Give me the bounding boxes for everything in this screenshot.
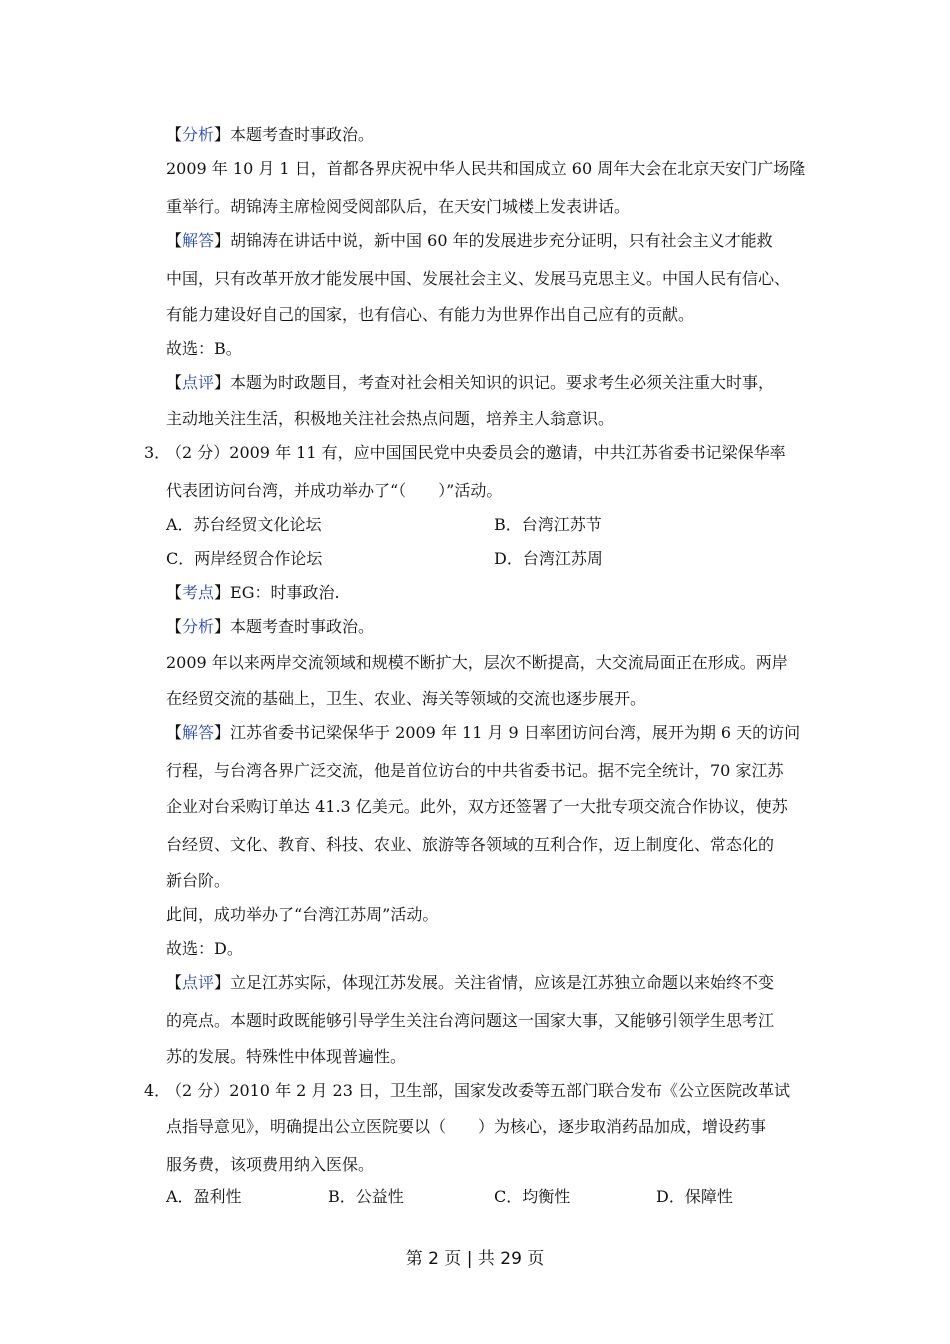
q3-comment-line: 【点评】立足江苏实际，体现江苏发展。关注省情，应该是江苏独立命题以来始终不变 xyxy=(166,973,775,992)
q2-comment-line: 【点评】本题为时政题目，考查对社会相关知识的识记。要求考生必须关注重大时事， xyxy=(166,373,775,392)
q3-option-c: C．两岸经贸合作论坛 xyxy=(166,549,323,568)
q3-comment-text: 的亮点。本题时政既能够引导学生关注台湾问题这一国家大事，又能够引领学生思考江 xyxy=(166,1011,775,1030)
q3-option-b: B．台湾江苏节 xyxy=(494,515,602,534)
q3-answer-text: 台经贸、文化、教育、科技、农业、旅游等各领域的互利合作，迈上制度化、常态化的 xyxy=(166,835,775,854)
q3-option-a: A．苏台经贸文化论坛 xyxy=(166,515,322,534)
q3-answer-text: 新台阶。 xyxy=(166,871,231,890)
q3-answer-text: 行程，与台湾各界广泛交流，他是首位访台的中共省委书记。据不完全统计，70 家江苏 xyxy=(166,761,784,780)
q3-answer-text: 此间，成功举办了“台湾江苏周”活动。 xyxy=(166,905,439,924)
q4-stem: 服务费，该项费用纳入医保。 xyxy=(166,1155,375,1174)
analysis-tag: 分析 xyxy=(182,125,215,144)
q3-point-line: 【考点】EG：时事政治. xyxy=(166,583,340,602)
q4-stem: （2 分）2010 年 2 月 23 日，卫生部，国家发改委等五部门联合发布《公立医院改革试 xyxy=(166,1081,790,1100)
q4-option-d: D．保障性 xyxy=(656,1187,733,1206)
q4-option-c: C．均衡性 xyxy=(494,1187,571,1206)
q2-analysis-text: 重举行。胡锦涛主席检阅受阅部队后，在天安门城楼上发表讲话。 xyxy=(166,197,631,216)
q3-analysis-text: 在经贸交流的基础上，卫生、农业、海关等领域的交流也逐步展开。 xyxy=(166,689,647,708)
q3-comment-text: 苏的发展。特殊性中体现普遍性。 xyxy=(166,1047,407,1066)
q4-option-b: B．公益性 xyxy=(328,1187,404,1206)
q2-choice: 故选：B。 xyxy=(166,339,242,358)
q3-choice: 故选：D。 xyxy=(166,939,243,958)
analysis-tag: 分析 xyxy=(182,617,215,636)
q3-stem: （2 分）2009 年 11 有，应中国国民党中央委员会的邀请，中共江苏省委书记梁保华率 xyxy=(166,443,786,462)
q4-number: 4． xyxy=(144,1081,171,1100)
q2-comment-text: 主动地关注生活，积极地关注社会热点问题，培养主人翁意识。 xyxy=(166,409,615,428)
q3-stem: 代表团访问台湾，并成功举办了“（ ）”活动。 xyxy=(166,481,503,500)
q3-answer-text: 企业对台采购订单达 41.3 亿美元。此外，双方还签署了一大批专项交流合作协议，使苏 xyxy=(166,797,788,816)
page-footer: 第 2 页 | 共 29 页 xyxy=(405,1249,545,1269)
q3-number: 3． xyxy=(144,443,171,462)
q2-answer-line: 【解答】胡锦涛在讲话中说，新中国 60 年的发展进步充分证明，只有社会主义才能救 xyxy=(166,231,773,250)
answer-tag: 解答 xyxy=(182,723,215,742)
q2-analysis-text: 2009 年 10 月 1 日，首都各界庆祝中华人民共和国成立 60 周年大会在北京天安门广场隆 xyxy=(166,159,806,178)
q4-stem: 点指导意见》，明确提出公立医院要以（ ）为核心，逐步取消药品加成，增设药事 xyxy=(166,1117,767,1136)
answer-tag: 解答 xyxy=(182,231,215,250)
comment-tag: 点评 xyxy=(182,373,215,392)
q2-analysis-line: 【分析】本题考查时事政治。 xyxy=(166,125,375,144)
q3-option-d: D．台湾江苏周 xyxy=(494,549,603,568)
q4-option-a: A．盈利性 xyxy=(166,1187,242,1206)
point-tag: 考点 xyxy=(182,583,215,602)
q2-answer-text: 有能力建设好自己的国家，也有信心、有能力为世界作出自己应有的贡献。 xyxy=(166,305,695,324)
q3-answer-line: 【解答】江苏省委书记梁保华于 2009 年 11 月 9 日率团访问台湾，展开为期 6 天的访问 xyxy=(166,723,801,742)
q3-analysis-text: 2009 年以来两岸交流领域和规模不断扩大，层次不断提高，大交流局面正在形成。两岸 xyxy=(166,653,788,672)
q3-analysis-line: 【分析】本题考查时事政治。 xyxy=(166,617,375,636)
q2-answer-text: 中国，只有改革开放才能发展中国、发展社会主义、发展马克思主义。中国人民有信心、 xyxy=(166,269,791,288)
comment-tag: 点评 xyxy=(182,973,215,992)
